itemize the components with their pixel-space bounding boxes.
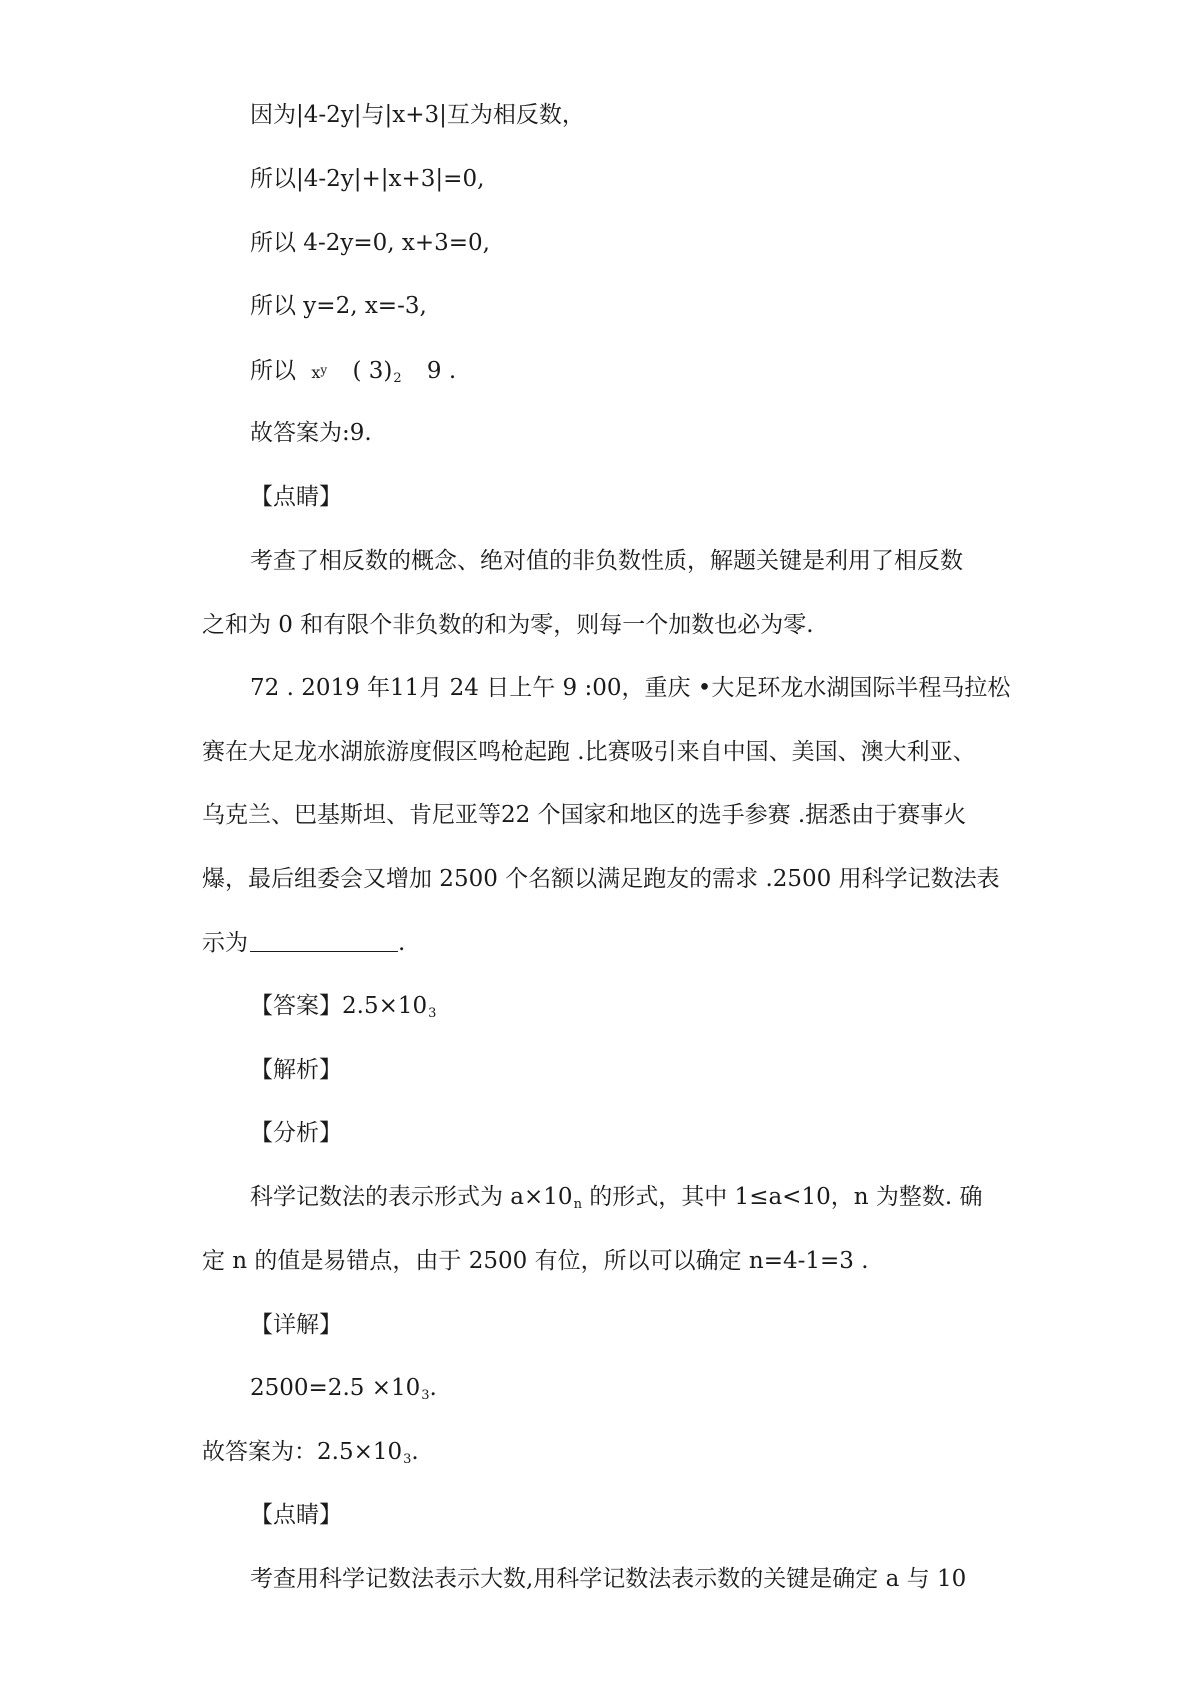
question-72-line-4: 爆，最后组委会又增加 2500 个名额以满足跑友的需求 .2500 用科学记数法表 (202, 866, 1000, 892)
final-answer-end: . (411, 1439, 419, 1465)
detail-line (250, 1373, 437, 1411)
commentary-line-3: 考查用科学记数法表示大数,用科学记数法表示数的关键是确定 a 与 10 (250, 1566, 967, 1592)
section-heading-dianjing-2: 【点睛】 (250, 1502, 342, 1528)
section-heading-jiexi: 【解析】 (250, 1057, 342, 1083)
question-72-line-5 (202, 928, 405, 958)
power-paren: ( 3) (352, 358, 393, 384)
question-prefix: 示为 (202, 930, 248, 956)
power-prefix: 所以 (250, 358, 296, 384)
answer-blank (250, 929, 398, 952)
solution-line-equations: 所以 4-2y=0, x+3=0, (250, 230, 490, 256)
final-answer-exponent: 3 (403, 1452, 412, 1467)
power-result: 9 (426, 358, 442, 384)
detail-main: 2500=2.5 ×10 (250, 1375, 421, 1401)
detail-exponent: 3 (421, 1388, 430, 1403)
commentary-line-1: 考查了相反数的概念、绝对值的非负数性质，解题关键是利用了相反数 (250, 548, 963, 574)
power-exponent-2: 2 (393, 371, 402, 386)
section-heading-xiangjie: 【详解】 (250, 1312, 342, 1338)
answer-main: 【答案】2.5×10 (250, 993, 428, 1019)
solution-line-opposite: 因为|4-2y|与|x+3|互为相反数， (250, 102, 585, 128)
question-72-line-1: 72 . 2019 年11月 24 日上午 9 :00，重庆 •大足环龙水湖国际半程马拉松 (250, 675, 1011, 701)
final-answer-line-2 (202, 1437, 419, 1475)
section-heading-dianjing: 【点睛】 (250, 484, 342, 510)
final-answer-main: 故答案为：2.5×10 (202, 1439, 403, 1465)
analysis-line-1 (250, 1182, 982, 1220)
analysis-part-a: 科学记数法的表示形式为 a×10 (250, 1184, 573, 1210)
detail-end: . (429, 1375, 437, 1401)
question-72-line-3: 乌克兰、巴基斯坦、肯尼亚等22 个国家和地区的选手参赛 .据悉由于赛事火 (202, 802, 967, 828)
power-end: . (448, 358, 457, 384)
solution-line-sum-zero: 所以|4-2y|+|x+3|=0, (250, 166, 485, 192)
solution-line-power (250, 355, 456, 394)
analysis-line-2: 定 n 的值是易错点，由于 2500 有位，所以可以确定 n=4-1=3 . (202, 1248, 869, 1274)
section-heading-fenxi: 【分析】 (250, 1120, 342, 1146)
solution-line-values: 所以 y=2, x=-3, (250, 293, 427, 319)
analysis-exponent-n: n (573, 1197, 582, 1212)
final-answer-line: 故答案为:9. (250, 420, 372, 446)
answer-exponent: 3 (428, 1006, 437, 1021)
question-end: . (398, 930, 406, 956)
commentary-line-2: 之和为 0 和有限个非负数的和为零，则每一个加数也必为零. (202, 612, 814, 638)
power-base-x: x (311, 363, 321, 382)
answer-line (250, 991, 436, 1029)
power-exponent-y: y (320, 363, 328, 377)
analysis-part-b: 的形式，其中 1≤a<10，n 为整数. 确 (581, 1184, 983, 1210)
question-72-line-2: 赛在大足龙水湖旅游度假区鸣枪起跑 .比赛吸引来自中国、美国、澳大利亚、 (202, 739, 976, 765)
